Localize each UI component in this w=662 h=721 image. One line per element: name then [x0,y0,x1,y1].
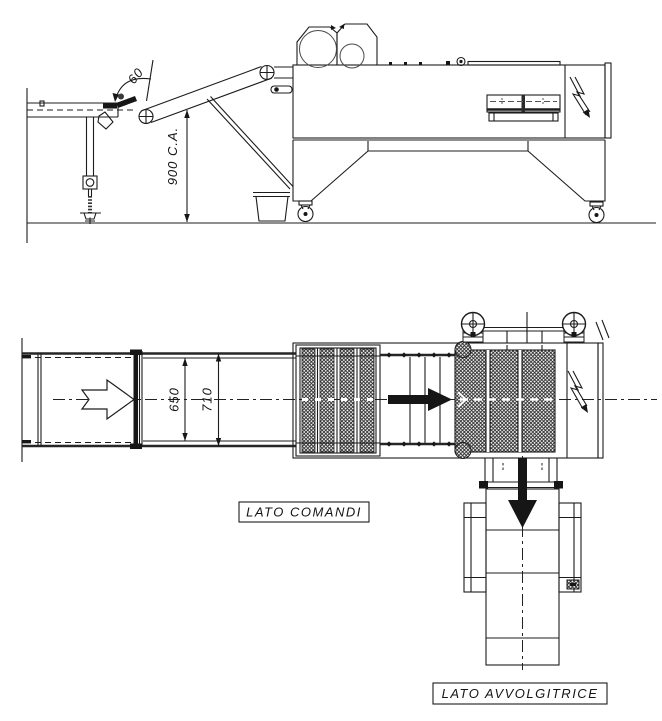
caster-wheel-right [589,202,604,223]
panel-tray [489,113,558,121]
film-reel-left [462,313,485,343]
side-elevation-view [27,24,656,243]
scrap-bucket [253,193,290,222]
corner-tick-marks [596,320,609,340]
corner-roller-top [455,342,471,358]
sealing-zone [455,342,555,459]
inner-width-dimension [167,358,188,441]
infeed-flow-arrow-icon [82,380,134,419]
machine-body [293,58,611,141]
angle-dimension-label: 60 [124,64,147,87]
pedestal-base [293,140,605,223]
angle-dimension [113,60,154,102]
flow-down-arrow-icon [508,458,537,528]
panel-divider [522,95,526,112]
plan-view [22,312,657,704]
end-cap [605,63,611,138]
winder-bracket-left [464,503,486,592]
pivot-marker [118,94,124,100]
machine-housing [293,65,605,138]
support-strut [207,97,293,190]
reel-circle-left [300,31,337,68]
corner-roller-bottom [455,443,471,459]
outer-width-label: 710 [199,387,215,412]
winder-side-label [433,683,607,704]
top-lid-plate [468,62,560,66]
height-dimension-label: 900 C.A. [165,126,180,186]
caster-wheel-left [298,201,313,222]
controls-side-label [239,502,369,522]
hazard-lightning-icon-plan [568,371,588,413]
incline-conveyor [139,66,293,190]
wall-slot [271,86,292,93]
film-reels-top [462,312,610,350]
film-reel-covers [297,24,377,68]
winder-bracket-right [559,503,581,592]
inner-width-label: 650 [166,387,182,412]
infeed-table [27,96,137,129]
reel-circle-right [340,44,364,68]
support-leg [80,117,101,224]
film-reel-right [563,313,586,343]
height-dimension [165,110,190,222]
control-panel [487,95,560,121]
roller-section [380,352,458,446]
flow-right-arrow-icon [388,388,452,411]
hazard-lightning-icon [570,77,590,118]
leader-line [147,60,154,101]
controls-side-text: LATO COMANDI [246,504,362,520]
perforated-panels [296,345,380,456]
end-cap-plan [598,343,603,458]
winder-side-text: LATO AVVOLGITRICE [441,686,599,701]
transfer-bracket [98,112,113,129]
